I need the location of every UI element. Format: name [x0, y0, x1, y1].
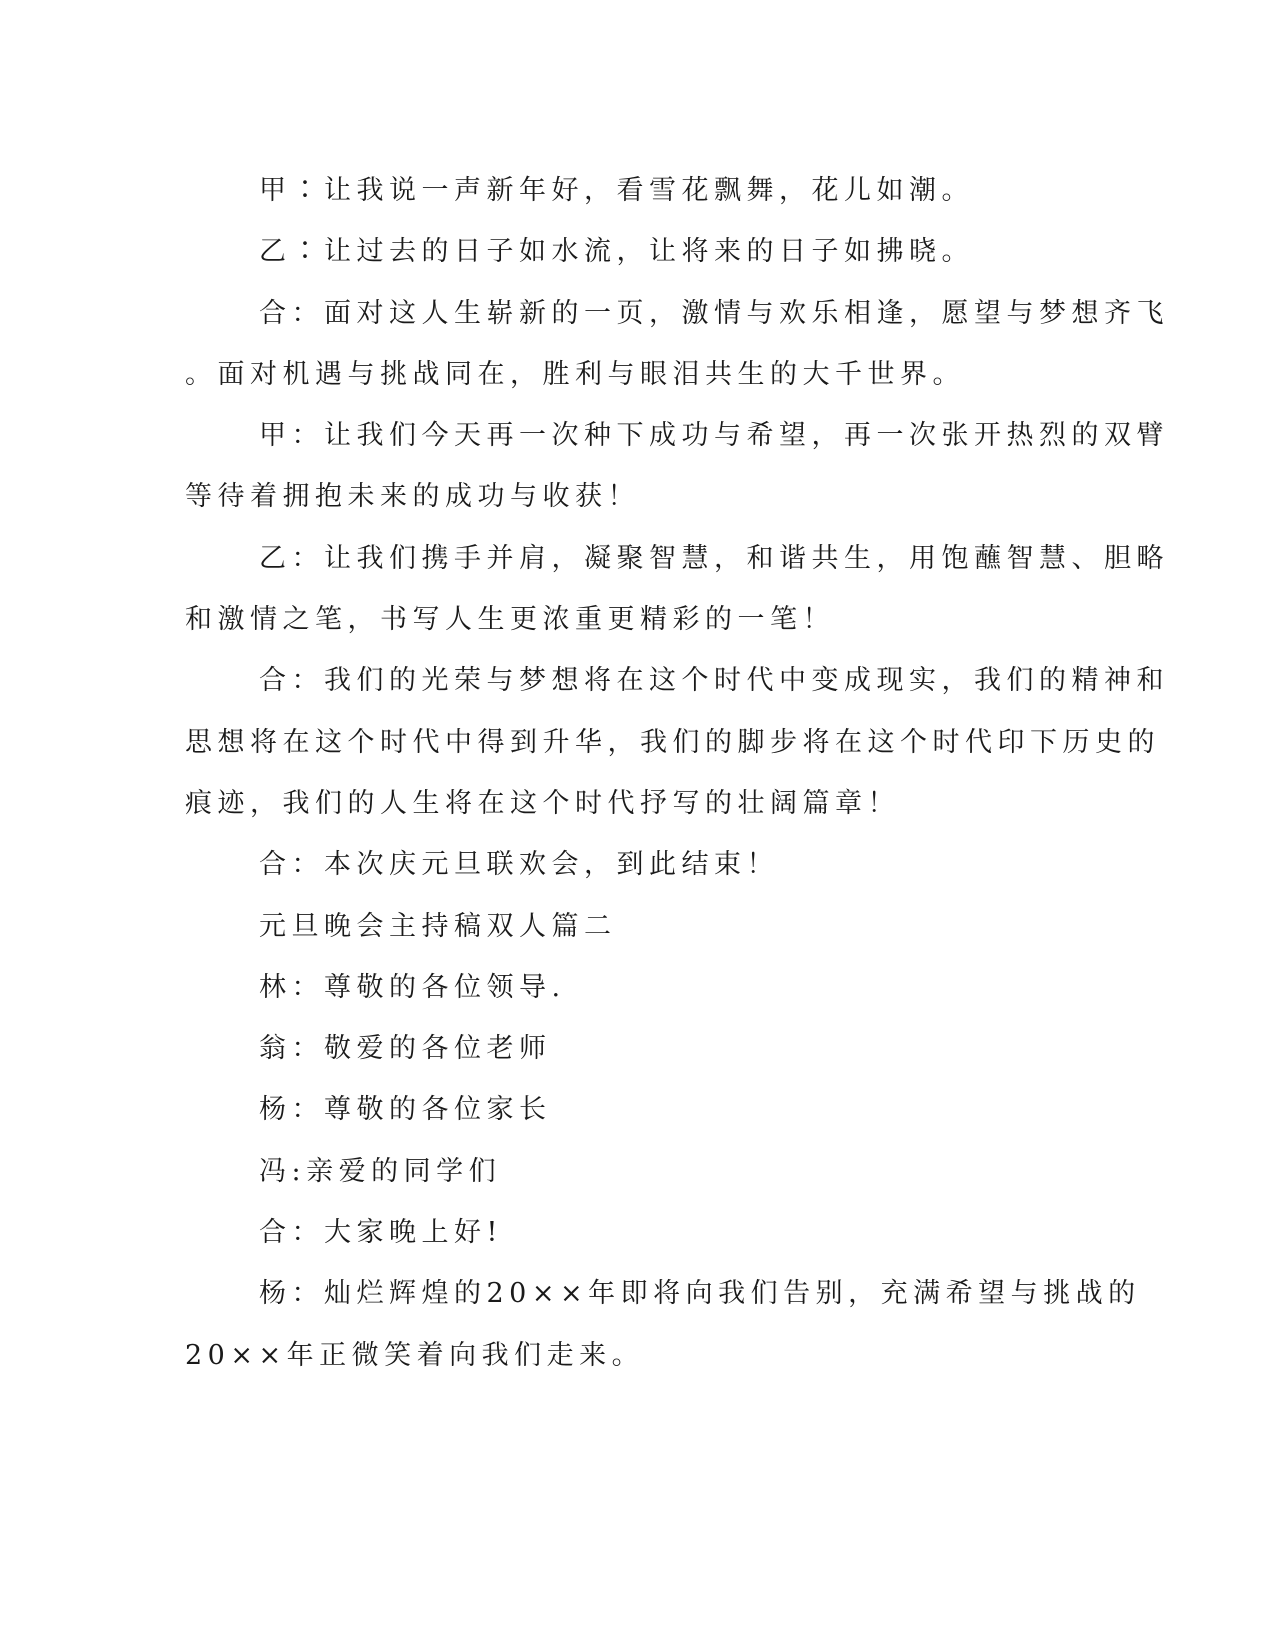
text-line: 和激情之笔，书写人生更浓重更精彩的一笔！ — [185, 604, 835, 636]
text-line: 乙：让我们携手并肩，凝聚智慧，和谐共生，用饱蘸智慧、胆略 — [259, 542, 1169, 574]
document-body — [185, 160, 1169, 1386]
paragraph-3 — [185, 283, 1169, 406]
paragraph-1 — [185, 160, 1075, 221]
text-line: 痕迹，我们的人生将在这个时代抒写的壮阔篇章！ — [185, 787, 900, 819]
text-line: 合：面对这人生崭新的一页，激情与欢乐相逢，愿望与梦想齐飞 — [259, 297, 1169, 329]
text-line: 20××年正微笑着向我们走来。 — [185, 1339, 645, 1371]
text-line: 乙∶让过去的日子如水流，让将来的日子如拂晓。 — [259, 236, 974, 268]
paragraph-10 — [185, 1018, 1075, 1079]
text-line: 元旦晚会主持稿双人篇二 — [259, 910, 617, 942]
paragraph-6 — [185, 650, 1169, 834]
text-line: 等待着拥抱未来的成功与收获！ — [185, 481, 640, 513]
text-line: 甲：让我们今天再一次种下成功与希望，再一次张开热烈的双臂 — [259, 420, 1169, 452]
paragraph-11 — [185, 1079, 1075, 1140]
paragraph-13 — [185, 1202, 1075, 1263]
text-line: 合：本次庆元旦联欢会，到此结束！ — [259, 849, 779, 881]
text-line: 。面对机遇与挑战同在，胜利与眼泪共生的大千世界。 — [185, 358, 965, 390]
section-heading — [185, 896, 1075, 957]
text-line: 杨：灿烂辉煌的20××年即将向我们告别，充满希望与挑战的 — [259, 1278, 1141, 1310]
text-line: 合：大家晚上好! — [259, 1217, 503, 1249]
paragraph-5 — [185, 528, 1169, 651]
text-line: 甲∶让我说一声新年好，看雪花飘舞，花儿如潮。 — [259, 175, 974, 206]
paragraph-9 — [185, 957, 1075, 1018]
paragraph-4 — [185, 405, 1169, 528]
paragraph-2 — [185, 221, 1075, 282]
text-line: 合：我们的光荣与梦想将在这个时代中变成现实，我们的精神和 — [259, 665, 1169, 697]
paragraph-14 — [185, 1263, 1141, 1386]
paragraph-7 — [185, 834, 1075, 895]
text-line: 翁：敬爱的各位老师 — [259, 1033, 552, 1065]
text-line: 林：尊敬的各位领导. — [259, 971, 566, 1003]
text-line: 冯:亲爱的同学们 — [259, 1155, 502, 1187]
paragraph-12 — [185, 1141, 1075, 1202]
text-line: 杨：尊敬的各位家长 — [259, 1094, 552, 1126]
text-line: 思想将在这个时代中得到升华，我们的脚步将在这个时代印下历史的 — [185, 726, 1160, 758]
